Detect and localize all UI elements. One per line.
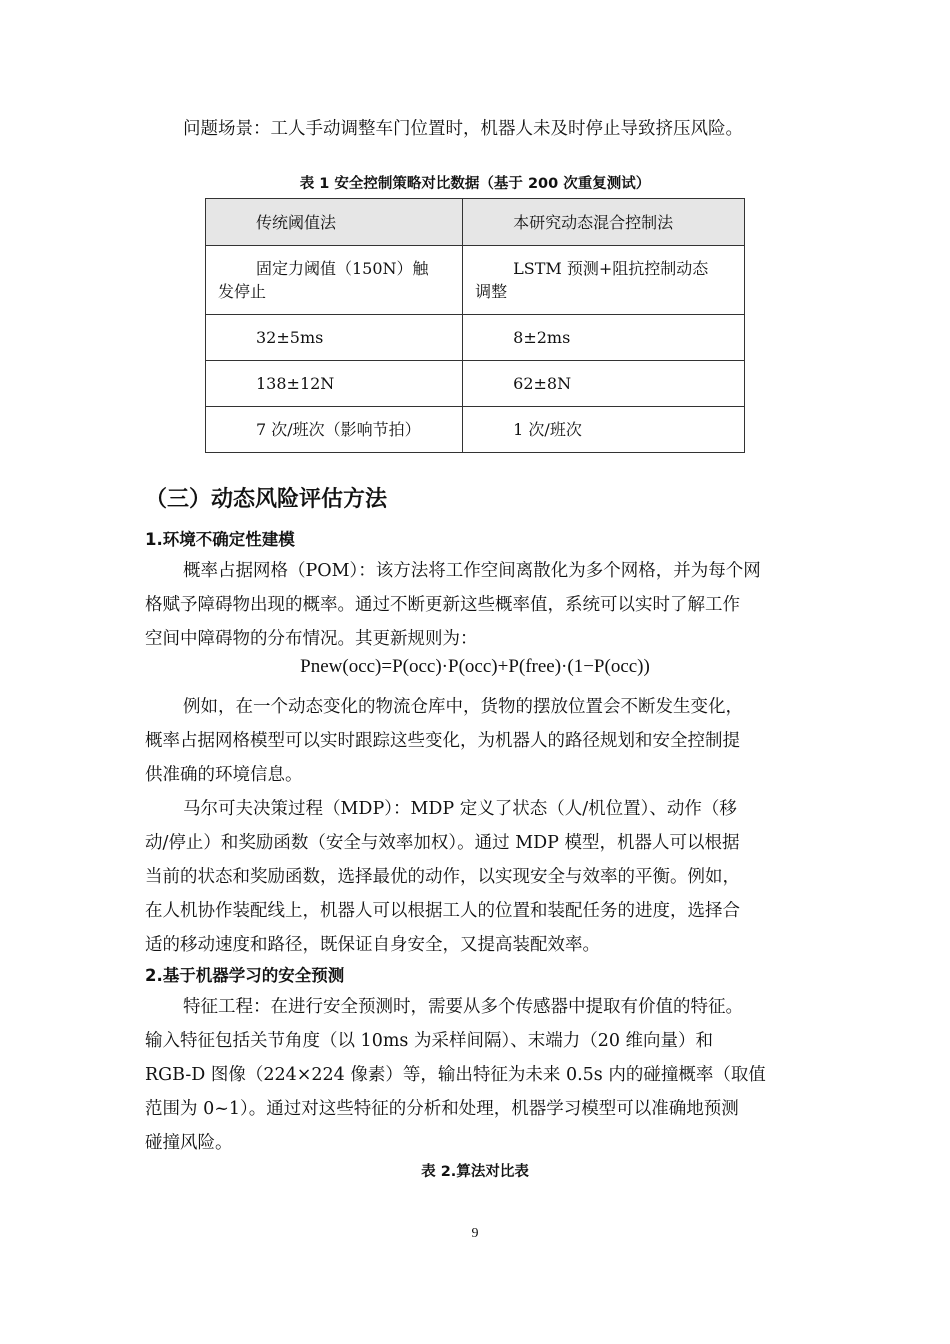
comparison-table <box>205 198 745 453</box>
table-cell: 8±2ms <box>463 315 745 361</box>
text-line: 适的移动速度和路径，既保证自身安全，又提高装配效率。 <box>145 935 600 955</box>
cell-line: LSTM 预测+阻抗控制动态 <box>513 259 709 278</box>
text-line: 空间中障碍物的分布情况。其更新规则为： <box>145 629 478 649</box>
paragraph <box>145 690 807 792</box>
text-line: 范围为 0~1）。通过对这些特征的分析和处理，机器学习模型可以准确地预测 <box>145 1099 739 1119</box>
table2-caption: 表 2.算法对比表 <box>421 1164 529 1180</box>
table-cell: 62±8N <box>463 361 745 407</box>
subsection-heading: 2.基于机器学习的安全预测 <box>145 966 345 985</box>
table-row <box>206 246 745 315</box>
cell-line: 发停止 <box>218 282 267 301</box>
paragraph <box>145 554 807 656</box>
table-cell: 138±12N <box>206 361 463 407</box>
table-cell: 1 次/班次 <box>463 407 745 453</box>
table1-caption: 表 1 安全控制策略对比数据（基于 200 次重复测试） <box>299 176 651 192</box>
table-header-row <box>206 199 745 246</box>
cell-line: 固定力阈值（150N）触 <box>256 259 429 278</box>
table-row <box>206 315 745 361</box>
section-heading: （三）动态风险评估方法 <box>145 487 388 512</box>
paragraph <box>145 990 807 1160</box>
text-line: 动/停止）和奖励函数（安全与效率加权）。通过 MDP 模型，机器人可以根据 <box>145 833 740 853</box>
text-line: RGB-D 图像（224×224 像素）等，输出特征为未来 0.5s 内的碰撞概率（取值 <box>145 1065 766 1085</box>
table-row <box>206 361 745 407</box>
table-cell: 32±5ms <box>206 315 463 361</box>
text-line: 碰撞风险。 <box>145 1133 233 1153</box>
text-line: 概率占据网格模型可以实时跟踪这些变化，为机器人的路径规划和安全控制提 <box>145 731 740 751</box>
text-line: 输入特征包括关节角度（以 10ms 为采样间隔）、末端力（20 维向量）和 <box>145 1031 714 1051</box>
text-line: 供准确的环境信息。 <box>145 765 303 785</box>
table-cell <box>206 246 463 315</box>
text-line: 格赋予障碍物出现的概率。通过不断更新这些概率值，系统可以实时了解工作 <box>145 595 740 615</box>
text-line: 马尔可夫决策过程（MDP）：MDP 定义了状态（人/机位置）、动作（移 <box>183 799 737 819</box>
table-header-cell: 本研究动态混合控制法 <box>463 199 745 246</box>
update-formula: Pnew(occ)=P(occ)·P(occ)+P(free)·(1−P(occ)) <box>300 656 650 677</box>
text-line: 在人机协作装配线上，机器人可以根据工人的位置和装配任务的进度，选择合 <box>145 901 740 921</box>
text-line: 概率占据网格（POM）：该方法将工作空间离散化为多个网格，并为每个网 <box>183 561 761 581</box>
table-cell: 7 次/班次（影响节拍） <box>206 407 463 453</box>
text-line: 问题场景：工人手动调整车门位置时，机器人未及时停止导致挤压风险。 <box>183 119 743 139</box>
text-line: 特征工程：在进行安全预测时，需要从多个传感器中提取有价值的特征。 <box>183 997 743 1017</box>
cell-line: 调整 <box>475 282 508 301</box>
text-line: 例如，在一个动态变化的物流仓库中，货物的摆放位置会不断发生变化， <box>183 697 743 717</box>
table-row <box>206 407 745 453</box>
table-cell <box>463 246 745 315</box>
subsection-heading: 1.环境不确定性建模 <box>145 530 295 549</box>
text-line: 当前的状态和奖励函数，选择最优的动作，以实现安全与效率的平衡。例如， <box>145 867 740 887</box>
page-number: 9 <box>471 1226 479 1241</box>
table-header-cell: 传统阈值法 <box>206 199 463 246</box>
intro-paragraph <box>145 112 807 146</box>
paragraph <box>145 792 807 962</box>
